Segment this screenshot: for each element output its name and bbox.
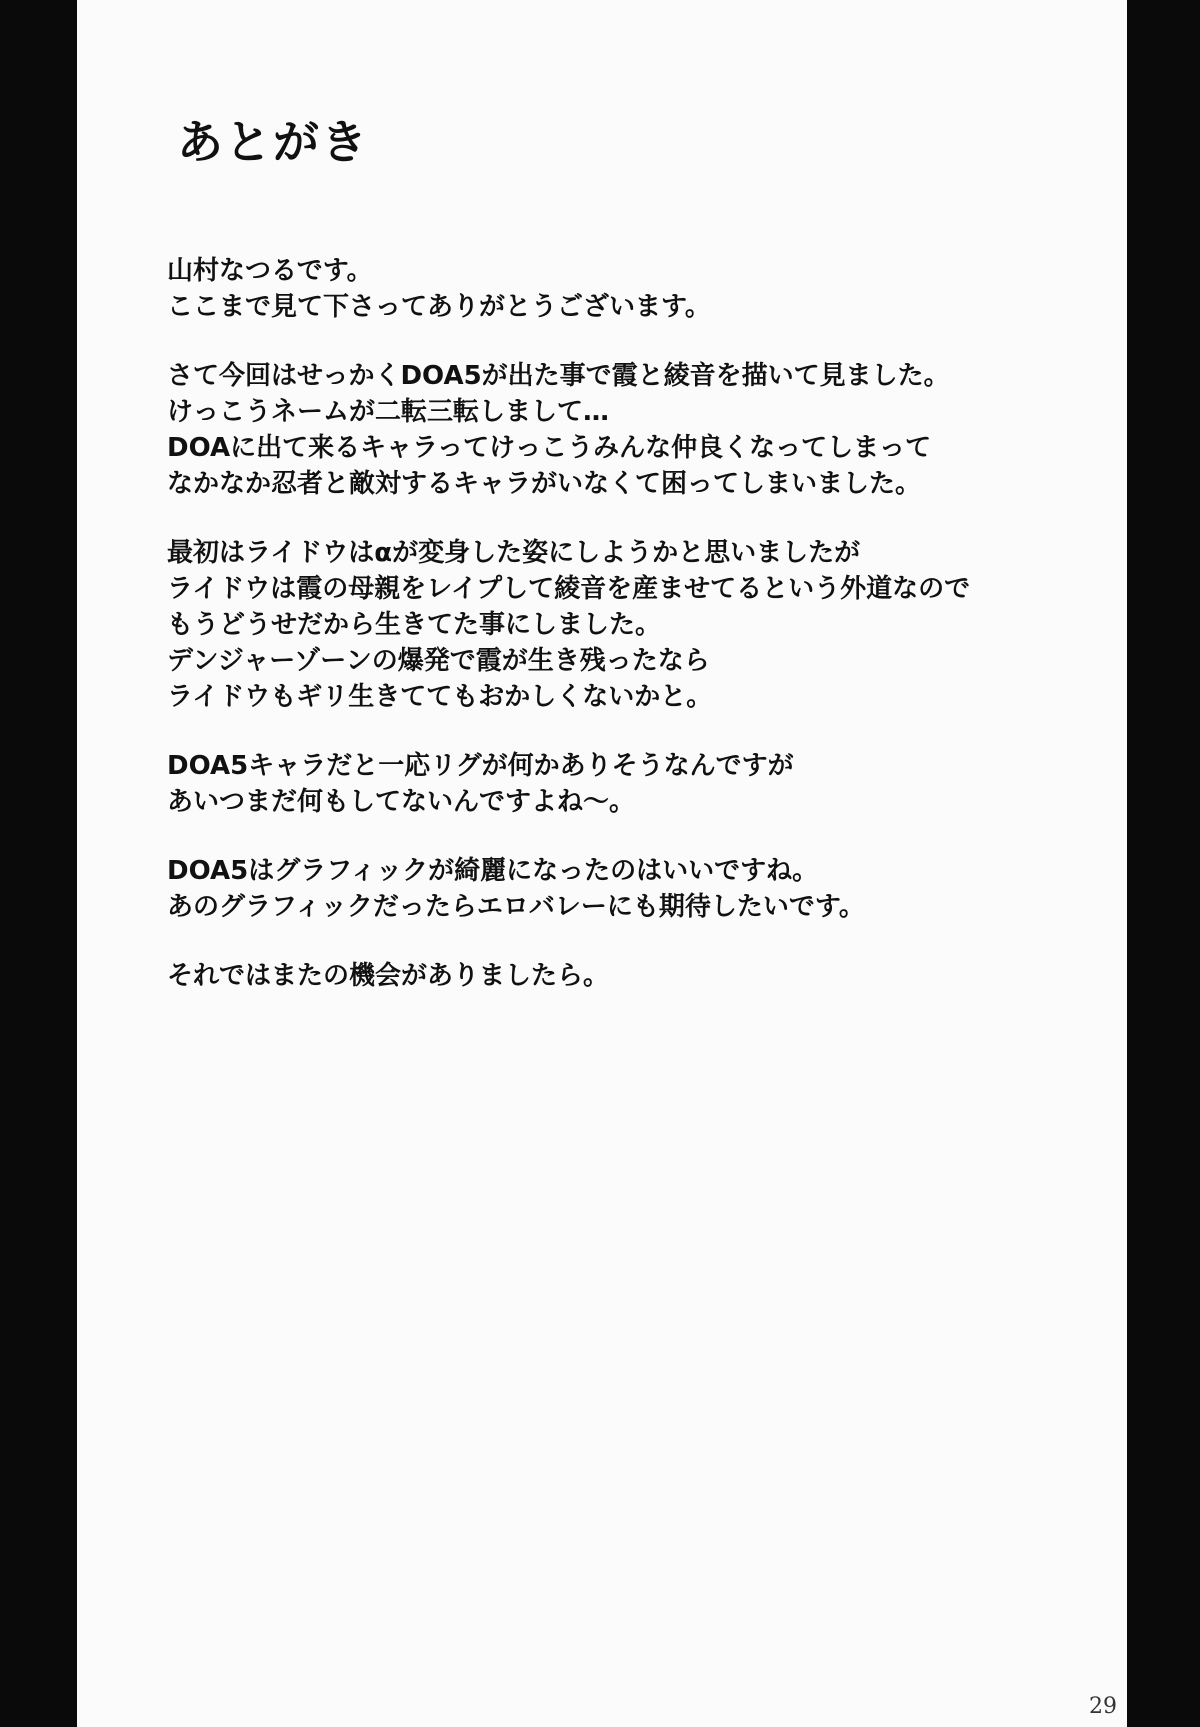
text-line: ライドウは霞の母親をレイプして綾音を産ませてるという外道なので [167, 574, 971, 604]
text-line: デンジャーゾーンの爆発で霞が生き残ったなら [167, 646, 710, 676]
paragraph [167, 358, 1107, 502]
afterword-page [77, 0, 1127, 1727]
text-line: 最初はライドウはαが変身した姿にしようかと思いましたが [167, 538, 861, 568]
text-line: ライドウもギリ生きててもおかしくないかと。 [167, 682, 713, 712]
text-line: それではまたの機会がありましたら。 [167, 961, 610, 991]
text-line: DOAに出て来るキャラってけっこうみんな仲良くなってしまって [167, 433, 932, 463]
text-line: もうどうせだから生きてた事にしました。 [167, 610, 662, 640]
text-line: DOA5はグラフィックが綺麗になったのはいいですね。 [167, 856, 819, 886]
text-line: DOA5キャラだと一応リグが何かありそうなんですが [167, 751, 794, 781]
text-line: あいつまだ何もしてないんですよね～。 [167, 787, 636, 817]
text-line: ここまで見て下さってありがとうございます。 [167, 292, 711, 322]
afterword-body [167, 253, 1107, 1027]
text-line: さて今回はせっかくDOA5が出た事で霞と綾音を描いて見ました。 [167, 361, 950, 391]
paragraph [167, 535, 1107, 715]
text-line: あのグラフィックだったらエロバレーにも期待したいです。 [167, 892, 865, 922]
text-line: なかなか忍者と敵対するキャラがいなくて困ってしまいました。 [167, 469, 922, 499]
paragraph [167, 853, 1107, 925]
paragraph [167, 253, 1107, 325]
paragraph [167, 958, 1107, 994]
page-number: 29 [1089, 1694, 1117, 1719]
page-title: あとがき [177, 115, 369, 169]
text-line: けっこうネームが二転三転しまして… [167, 397, 610, 427]
text-line: 山村なつるです。 [167, 256, 373, 286]
paragraph [167, 748, 1107, 820]
